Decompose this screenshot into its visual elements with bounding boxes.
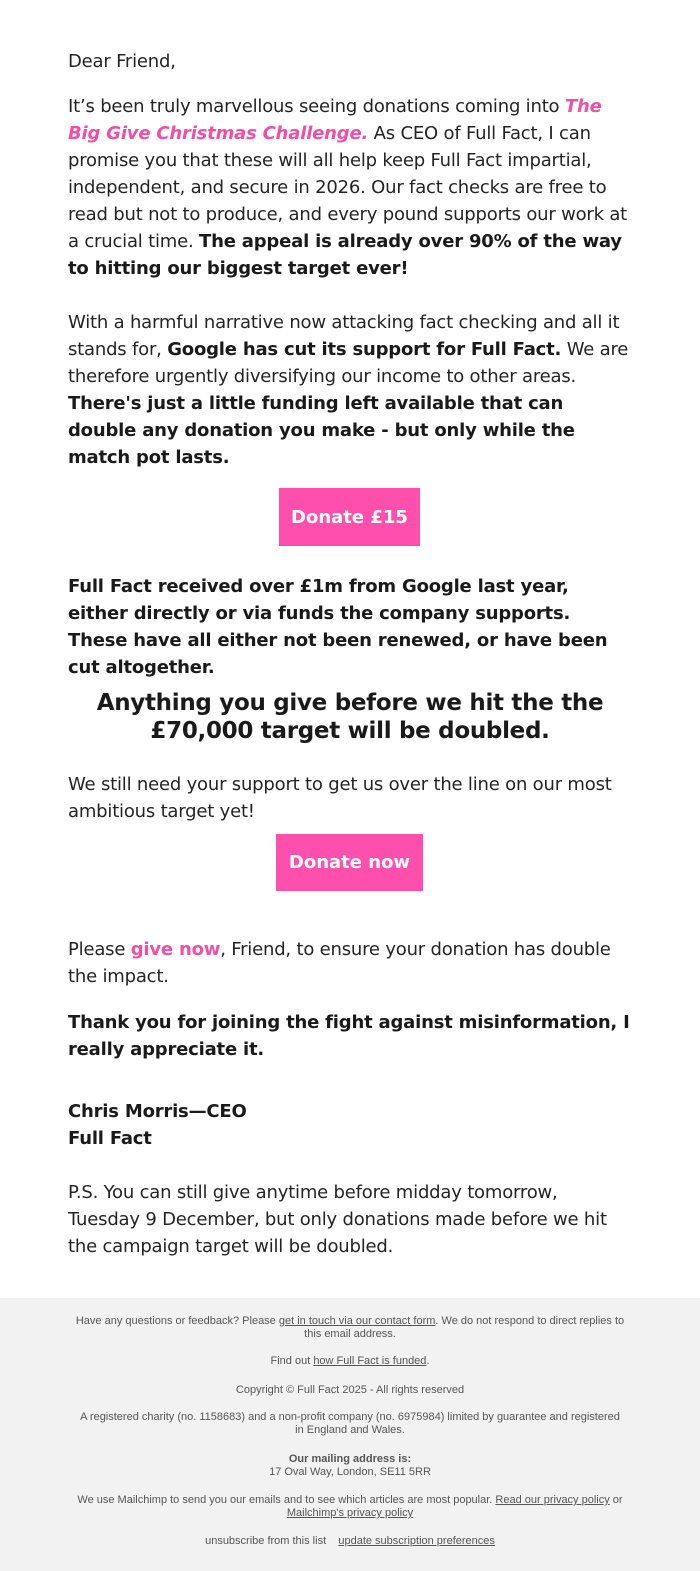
footer-charity: A registered charity (no. 1158683) and a non-profit company (no. 6975984) limited by guarantee and registered in England and Wales. xyxy=(80,1411,620,1436)
footer-mailing-address: 17 Oval Way, London, SE11 5RR xyxy=(269,1466,431,1478)
give-now-rest: , Friend, to ensure your donation has double the impact. xyxy=(68,939,611,987)
intro-paragraph xyxy=(68,93,634,282)
mailchimp-privacy-link[interactable]: Mailchimp's privacy policy xyxy=(286,1507,414,1519)
update-preferences-link[interactable]: update subscription preferences xyxy=(338,1535,495,1547)
footer-mailchimp-or: or xyxy=(609,1494,623,1506)
signature-name: Chris Morris—CEO xyxy=(68,1101,247,1122)
donate-now-button[interactable]: Donate now xyxy=(276,834,423,891)
google-cut-middle: We are therefore urgently diversifying our income to other areas. xyxy=(68,339,629,387)
footer-mailing-label: Our mailing address is: xyxy=(288,1453,412,1465)
signature-org: Full Fact xyxy=(68,1128,152,1149)
footer-questions-lead: Have any questions or feedback? Please xyxy=(75,1315,279,1327)
campaign-link[interactable]: The Big Give Christmas Challenge. xyxy=(68,96,602,144)
google-cut-bold-2: There's just a little funding left available that can double any donation you make - but only while the match pot lasts. xyxy=(68,393,575,468)
give-now-paragraph xyxy=(68,936,634,990)
intro-lead: It’s been truly marvellous seeing donations coming into xyxy=(68,96,565,117)
greeting: Dear Friend, xyxy=(68,51,176,72)
unsubscribe-link[interactable]: unsubscribe from this list xyxy=(205,1535,327,1547)
contact-form-link[interactable]: get in touch via our contact form xyxy=(278,1315,436,1327)
footer-mailchimp-lead: We use Mailchimp to send you our emails and to see which articles are most popular. xyxy=(77,1494,496,1506)
footer-funded-lead: Find out xyxy=(270,1355,314,1367)
privacy-policy-link[interactable]: Read our privacy policy xyxy=(495,1494,610,1506)
how-funded-link[interactable]: how Full Fact is funded xyxy=(313,1355,427,1367)
google-cut-lead: With a harmful narrative now attacking fact checking and all it stands for, xyxy=(68,312,620,360)
support-paragraph: We still need your support to get us over the line on our most ambitious target yet! xyxy=(68,774,612,822)
intro-middle: As CEO of Full Fact, I can promise you that these will all help keep Full Fact impartial, independent, and secure in 2026. Our fact checks are free to read but not to produce, and every pound supports our work at a crucial time. xyxy=(68,123,628,252)
footer-questions-rest: . We do not respond to direct replies to this email address. xyxy=(304,1315,625,1340)
thanks-paragraph: Thank you for joining the fight against misinformation, I really appreciate it. xyxy=(68,1012,630,1060)
footer-links xyxy=(70,1535,630,1548)
intro-bold: The appeal is already over 90% of the way to hitting our biggest target ever! xyxy=(68,231,622,279)
ps-paragraph: P.S. You can still give anytime before midday tomorrow, Tuesday 9 December, but only donations made before we hit the campaign target will be doubled. xyxy=(68,1182,607,1257)
give-now-link[interactable]: give now xyxy=(130,939,221,960)
google-funding-paragraph: Full Fact received over £1m from Google last year, either directly or via funds the company supports. These have all either not been renewed, or have been cut altogether. xyxy=(68,576,608,678)
give-now-lead: Please xyxy=(68,939,131,960)
footer-funded-rest: . xyxy=(426,1355,430,1367)
footer-copyright: Copyright © Full Fact 2025 - All rights reserved xyxy=(235,1384,465,1396)
footer-funded xyxy=(70,1355,630,1368)
google-cut-paragraph xyxy=(68,309,634,471)
donate-15-button[interactable]: Donate £15 xyxy=(279,488,420,546)
google-cut-bold: Google has cut its support for Full Fact. xyxy=(167,339,562,360)
doubled-headline: Anything you give before we hit the the £70,000 target will be doubled. xyxy=(96,690,604,744)
footer-mailchimp xyxy=(70,1494,630,1520)
footer-questions xyxy=(70,1315,630,1341)
footer xyxy=(0,1298,700,1571)
